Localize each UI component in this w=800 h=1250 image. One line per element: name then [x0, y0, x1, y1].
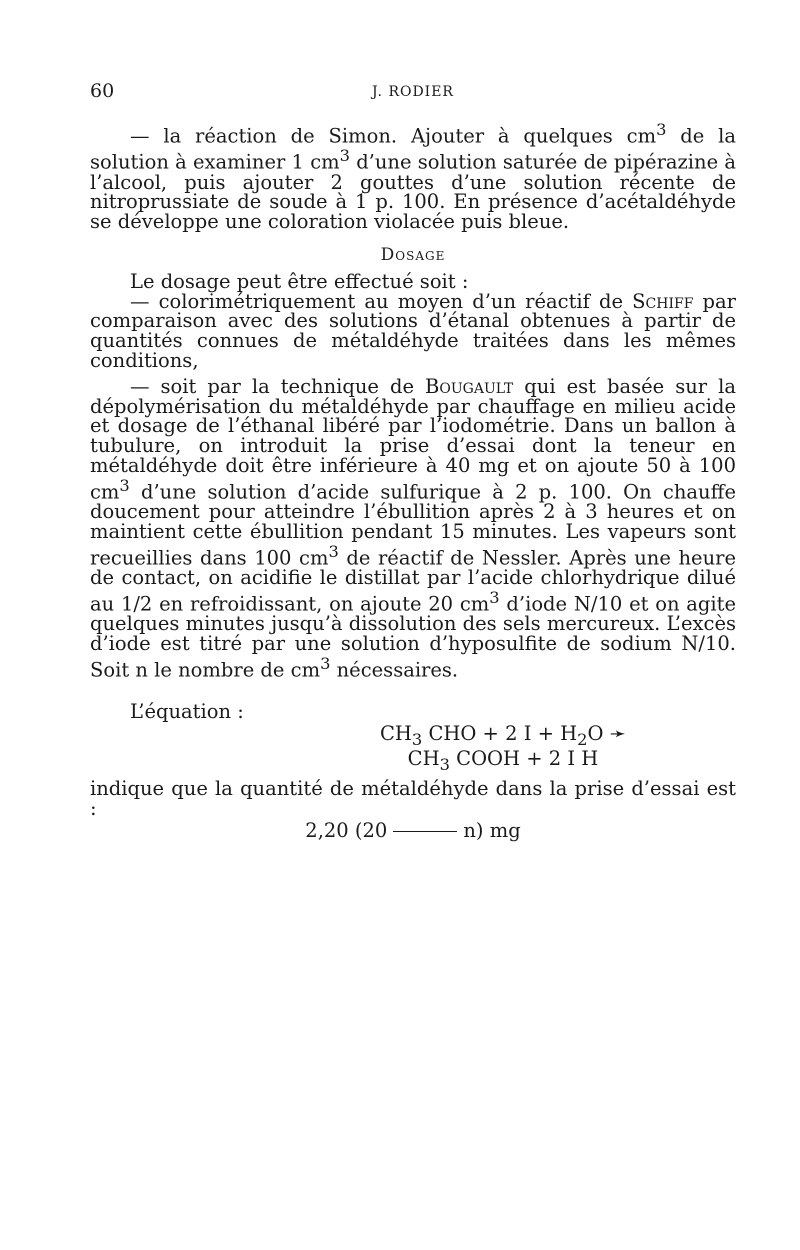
author-name-schiff: Schiff: [632, 289, 694, 313]
fraction-dash: [393, 831, 457, 832]
equation-line-1: [90, 721, 736, 750]
item2-text-d: d’iode N/10 et on agite quelques minutes jusqu’à dissolution des sels mercureux. L’excès d’iode est titré par une solution d’hyposulfite de sodium N/10. Soit n le nombre de cm: [90, 592, 737, 682]
superscript: 3: [489, 587, 500, 607]
eq-text: COOH + 2 I H: [449, 747, 599, 771]
subscript: 2: [577, 729, 588, 749]
result-formula: [90, 818, 736, 842]
superscript: 3: [328, 541, 339, 561]
simon-text-3: d’une solution saturée de pipérazine à l’alcool, puis ajouter 2 gouttes d’une solution récente de nitroprussiate de soude à 1 p. 100. En présence d’acétaldéhyde se développe une coloration violacée puis bleue.: [90, 150, 736, 234]
section-heading: Dosage: [380, 244, 446, 265]
dosage-intro: Le dosage peut être effectué soit :: [130, 269, 469, 293]
item2-text-b: d’une solution d’acide sulfurique à 2 p. 100. On chauffe doucement pour atteindre l’ébullition après 2 à 3 heures et on maintient cette ébullition pendant 15 minutes. Les vapeurs sont recueillies dans 100 cm: [90, 480, 736, 570]
superscript: 3: [656, 120, 667, 139]
eq-text: O ➛: [587, 721, 627, 745]
superscript: 3: [339, 146, 350, 166]
equation-intro: L’équation :: [130, 699, 244, 723]
subscript: 3: [439, 755, 450, 775]
formula-right: n) mg: [463, 818, 521, 842]
superscript: 3: [119, 475, 130, 495]
item1-text-end: par comparaison avec des solutions d’étanal obtenues à partir de quantités connues de métaldéhyde traitées dans les mêmes conditions,: [90, 289, 736, 372]
item2-text: — soit par la technique de: [130, 374, 426, 398]
eq-text: CH: [407, 747, 440, 771]
page-number: 60: [90, 80, 115, 102]
author-name-bougault: Bougault: [425, 374, 514, 398]
page-header: [90, 80, 736, 104]
page-body: [90, 120, 736, 840]
bougault-item: [90, 374, 737, 682]
colorimetric-item: [90, 289, 736, 372]
simon-text-1: — la réaction de Simon. Ajouter à quelques cm: [130, 124, 657, 148]
subscript: 3: [411, 729, 423, 749]
item1-text: — colorimétriquement au moyen d’un réactif de: [130, 289, 633, 313]
superscript: 3: [320, 653, 331, 673]
simon-reaction-paragraph: [90, 120, 736, 232]
eq-text: CHO + 2 I + H: [422, 721, 578, 745]
item2-text-e: nécessaires.: [330, 658, 459, 682]
formula-left: 2,20 (20: [305, 818, 388, 842]
item2-text-c: de réactif de Nessler. Après une heure de contact, on acidifie le distillat par l’acide chlorhydrique dilué au 1/2 en refroidissant, on ajoute 20 cm: [90, 546, 736, 616]
running-head: J. RODIER: [372, 84, 454, 100]
eq-text: CH: [379, 721, 412, 745]
item2-text-a: qui est basée sur la dépolymérisation du métaldéhyde par chauffage en milieu acide et dosage de l’éthanal libéré par l’iodométrie. Dans un ballon à tubulure, on introduit la prise d’essai dont la teneur en métaldéhyde doit être inférieure à 40 mg et on ajoute 50 à 100 cm: [90, 374, 736, 504]
equation-line-2: [90, 749, 736, 775]
simon-text-2: de la solution à examiner 1 cm: [90, 124, 736, 174]
conclusion-text: indique que la quantité de métaldéhyde dans la prise d’essai est :: [90, 777, 736, 820]
